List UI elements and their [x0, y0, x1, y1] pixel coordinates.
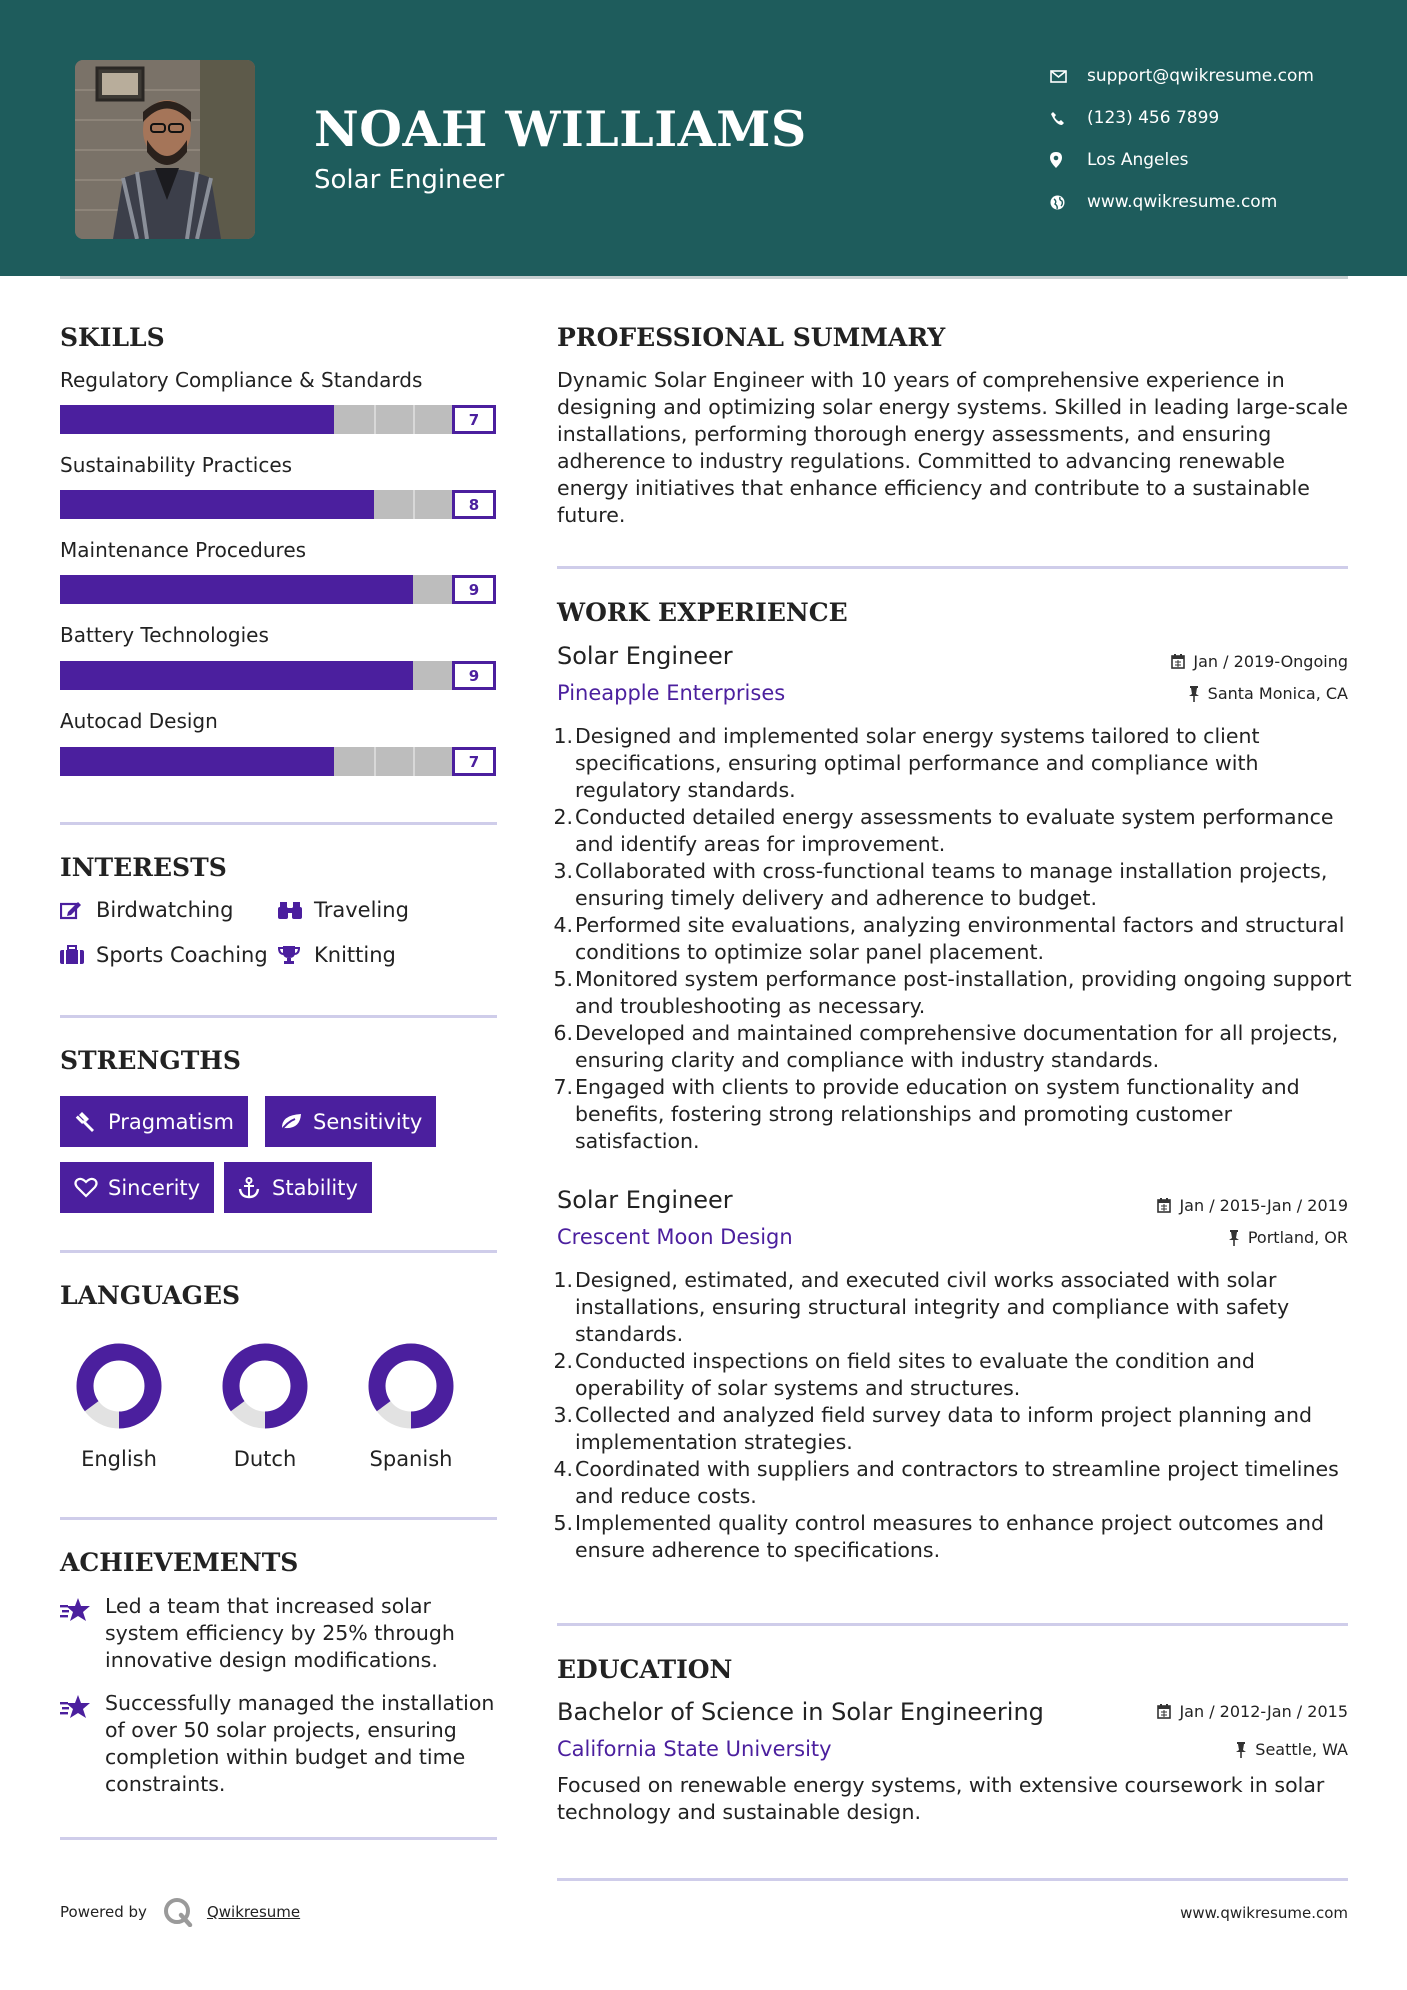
skill-bar-tick: [413, 490, 415, 519]
edit-icon: [60, 900, 96, 920]
summary-title: PROFESSIONAL SUMMARY: [557, 323, 946, 352]
skill-bar-fill: [60, 661, 413, 690]
binoculars-icon: [278, 900, 314, 920]
job-location-text: Portland, OR: [1247, 1228, 1348, 1247]
duty-text: Engaged with clients to provide education on system functionality and benefits, fostering strong relationships and promoting customer satisfaction.: [575, 1075, 1300, 1153]
map-marker-icon: [1050, 152, 1087, 168]
skill-name: Autocad Design: [60, 709, 218, 733]
skill-name: Battery Technologies: [60, 623, 269, 647]
contact-website-text: www.qwikresume.com: [1087, 192, 1278, 212]
job-location: [1228, 1228, 1348, 1247]
skill-bar: [60, 575, 496, 604]
duty-text: Designed, estimated, and executed civil works associated with solar installations, ensuring structural integrity and compliance with safety standards.: [575, 1268, 1290, 1346]
duty-text: Conducted detailed energy assessments to evaluate system performance and identify areas for improvement.: [575, 805, 1334, 856]
strength-label: Stability: [272, 1175, 358, 1200]
skill-name: Maintenance Procedures: [60, 538, 307, 562]
section-divider: [60, 1517, 497, 1520]
contact-list: [1050, 55, 1314, 223]
skills-title: SKILLS: [60, 323, 165, 352]
interest-item: [278, 898, 409, 922]
interest-label: Sports Coaching: [96, 943, 268, 967]
school-name: California State University: [557, 1737, 832, 1761]
duty-text: Designed and implemented solar energy systems tailored to client specifications, ensuring optimal performance and compliance with regulatory standards.: [575, 724, 1260, 802]
contact-location: [1050, 139, 1314, 181]
strength-badge: [224, 1162, 372, 1213]
contact-phone[interactable]: [1050, 97, 1314, 139]
contact-location-text: Los Angeles: [1087, 150, 1189, 170]
language-ring: [222, 1343, 308, 1429]
skill-bar: [60, 747, 496, 776]
achievement-text: Led a team that increased solar system efficiency by 25% through innovative design modifications.: [105, 1594, 455, 1672]
job-location: [1188, 684, 1348, 703]
contact-phone-text: (123) 456 7899: [1087, 108, 1220, 128]
education-dates-text: Jan / 2012-Jan / 2015: [1179, 1702, 1348, 1721]
skill-score: 7: [452, 405, 496, 434]
contact-email-text: support@qwikresume.com: [1087, 66, 1314, 86]
pushpin-icon: [1235, 1742, 1247, 1758]
duty-item: 2. Conducted inspections on field sites to evaluate the condition and operability of solar systems and structures.: [553, 1349, 1255, 1400]
calendar-icon: [1171, 654, 1185, 669]
duty-text: Collected and analyzed field survey data to inform project planning and implementation strategies.: [575, 1403, 1312, 1454]
job-duties: [553, 1267, 1357, 1564]
skill-name: Sustainability Practices: [60, 453, 293, 477]
achievements-title: ACHIEVEMENTS: [60, 1548, 299, 1577]
qwikresume-logo-icon: [163, 1897, 193, 1927]
education-location-text: Seattle, WA: [1255, 1740, 1348, 1759]
duty-text: Developed and maintained comprehensive documentation for all projects, ensuring clarity and compliance with industry standards.: [575, 1021, 1339, 1072]
globe-icon: [1050, 195, 1087, 210]
skill-score: 7: [452, 747, 496, 776]
powered-by-text: Powered by: [60, 1903, 147, 1921]
candidate-role: Solar Engineer: [314, 165, 505, 195]
education-location: [1235, 1740, 1348, 1759]
job-dates-text: Jan / 2019-Ongoing: [1193, 652, 1348, 671]
calendar-icon: [1157, 1198, 1171, 1213]
interest-label: Traveling: [314, 898, 409, 922]
section-divider: [557, 1623, 1348, 1626]
duty-text: Performed site evaluations, analyzing environmental factors and structural conditions to optimize solar panel placement.: [575, 913, 1345, 964]
anchor-icon: [238, 1177, 272, 1199]
duty-item: 6. Developed and maintained comprehensive documentation for all projects, ensuring clarity and compliance with industry standards.: [553, 1021, 1339, 1072]
skill-bar: [60, 490, 496, 519]
section-divider: [60, 822, 497, 825]
duty-item: 1. Designed and implemented solar energy systems tailored to client specifications, ensuring optimal performance and compliance with regulatory standards.: [553, 724, 1260, 802]
skill-bar-fill: [60, 575, 413, 604]
skill-score: 8: [452, 490, 496, 519]
strength-label: Sincerity: [108, 1175, 201, 1200]
company-name: Crescent Moon Design: [557, 1225, 793, 1249]
duty-item: 2. Conducted detailed energy assessments to evaluate system performance and identify areas for improvement.: [553, 805, 1334, 856]
contact-website[interactable]: [1050, 181, 1314, 223]
duty-text: Coordinated with suppliers and contractors to streamline project timelines and reduce costs.: [575, 1457, 1339, 1508]
job-dates-text: Jan / 2015-Jan / 2019: [1179, 1196, 1348, 1215]
skill-name: Regulatory Compliance & Standards: [60, 368, 423, 392]
interest-item: [60, 898, 233, 922]
strength-label: Pragmatism: [108, 1109, 234, 1134]
skill-bar-tick: [413, 405, 415, 434]
section-divider: [557, 1878, 1348, 1881]
summary-text: Dynamic Solar Engineer with 10 years of comprehensive experience in designing and optimizing solar energy systems. Skilled in leading large-scale installations, performing thorough energy assessments, and ensuring adherence to industry regulations. Committed to advancing renewable energy initiatives that enhance efficiency and contribute to a sustainable future.: [557, 368, 1349, 527]
phone-icon: [1050, 111, 1087, 126]
candidate-name: NOAH WILLIAMS: [314, 100, 807, 158]
contact-email[interactable]: [1050, 55, 1314, 97]
language-ring: [368, 1343, 454, 1429]
profile-photo: [75, 60, 255, 239]
duty-item: 4. Coordinated with suppliers and contractors to streamline project timelines and reduce costs.: [553, 1457, 1339, 1508]
heart-icon: [74, 1177, 108, 1198]
calendar-icon: [1157, 1704, 1171, 1719]
interest-label: Birdwatching: [96, 898, 234, 922]
leaf-icon: [279, 1112, 313, 1132]
interest-label: Knitting: [314, 943, 396, 967]
interest-item: [278, 943, 396, 967]
skill-bar-tick: [374, 747, 376, 776]
duty-item: 1. Designed, estimated, and executed civil works associated with solar installations, ensuring structural integrity and compliance with safety standards.: [553, 1268, 1290, 1346]
duty-item: 3. Collected and analyzed field survey data to inform project planning and implementation strategies.: [553, 1403, 1312, 1454]
duty-text: Conducted inspections on field sites to evaluate the condition and operability of solar systems and structures.: [575, 1349, 1255, 1400]
degree-title: Bachelor of Science in Solar Engineering: [557, 1698, 1044, 1726]
job-duties: [553, 723, 1357, 1155]
job-title: Solar Engineer: [557, 642, 733, 670]
skill-score: 9: [452, 575, 496, 604]
job-dates: [1157, 1196, 1348, 1215]
strength-badge: [60, 1162, 214, 1213]
duty-item: 7. Engaged with clients to provide education on system functionality and benefits, fostering strong relationships and promoting customer satisfaction.: [553, 1075, 1300, 1153]
job-location-text: Santa Monica, CA: [1207, 684, 1348, 703]
education-title: EDUCATION: [557, 1655, 733, 1684]
section-divider: [557, 566, 1348, 569]
skill-bar-tick: [374, 405, 376, 434]
job-dates: [1171, 652, 1348, 671]
language-name: English: [81, 1447, 157, 1471]
duty-text: Implemented quality control measures to enhance project outcomes and ensure adherence to specifications.: [575, 1511, 1324, 1562]
pushpin-icon: [1228, 1230, 1240, 1246]
strength-badge: [265, 1096, 436, 1147]
education-description: Focused on renewable energy systems, with extensive coursework in solar technology and sustainable design.: [557, 1773, 1325, 1824]
duty-item: 5. Monitored system performance post-installation, providing ongoing support and troubleshooting as necessary.: [553, 967, 1352, 1018]
languages-title: LANGUAGES: [60, 1281, 241, 1310]
star-icon: [60, 1593, 105, 1674]
company-name: Pineapple Enterprises: [557, 681, 786, 705]
trophy-icon: [278, 945, 314, 965]
skill-bar: [60, 661, 496, 690]
briefcase-icon: [60, 945, 96, 965]
resume-header: [0, 0, 1407, 276]
skill-bar-tick: [413, 747, 415, 776]
skill-bar-fill: [60, 405, 334, 434]
interests-title: INTERESTS: [60, 853, 227, 882]
footer-website[interactable]: www.qwikresume.com: [1180, 1904, 1348, 1922]
gavel-icon: [74, 1111, 108, 1133]
brand-link[interactable]: Qwikresume: [206, 1903, 301, 1921]
education-dates: [1157, 1702, 1348, 1721]
section-divider: [60, 1837, 497, 1840]
duty-text: Collaborated with cross-functional teams to manage installation projects, ensuring timely delivery and adherence to budget.: [575, 859, 1328, 910]
skill-bar-fill: [60, 747, 334, 776]
strengths-title: STRENGTHS: [60, 1046, 241, 1075]
job-title: Solar Engineer: [557, 1186, 733, 1214]
envelope-icon: [1050, 70, 1087, 83]
language-name: Spanish: [369, 1447, 453, 1471]
strength-badge: [60, 1096, 248, 1147]
section-divider: [60, 1015, 497, 1018]
star-icon: [60, 1690, 105, 1798]
language-name: Dutch: [233, 1447, 297, 1471]
header-divider: [60, 276, 1348, 279]
duty-item: 4. Performed site evaluations, analyzing environmental factors and structural conditions to optimize solar panel placement.: [553, 913, 1345, 964]
strength-label: Sensitivity: [313, 1109, 423, 1134]
interest-item: [60, 943, 268, 967]
achievement-item: [60, 1593, 500, 1674]
skill-bar: [60, 405, 496, 434]
duty-item: 5. Implemented quality control measures to enhance project outcomes and ensure adherence to specifications.: [553, 1511, 1324, 1562]
duty-text: Monitored system performance post-installation, providing ongoing support and troubleshooting as necessary.: [575, 967, 1352, 1018]
footer-powered-by: [60, 1897, 300, 1927]
duty-item: 3. Collaborated with cross-functional teams to manage installation projects, ensuring timely delivery and adherence to budget.: [553, 859, 1328, 910]
skill-score: 9: [452, 661, 496, 690]
experience-title: WORK EXPERIENCE: [557, 598, 848, 627]
skill-bar-fill: [60, 490, 374, 519]
language-ring: [76, 1343, 162, 1429]
section-divider: [60, 1250, 497, 1253]
achievement-item: [60, 1690, 500, 1798]
pushpin-icon: [1188, 686, 1200, 702]
achievement-text: Successfully managed the installation of over 50 solar projects, ensuring completion within budget and time constraints.: [105, 1691, 495, 1796]
